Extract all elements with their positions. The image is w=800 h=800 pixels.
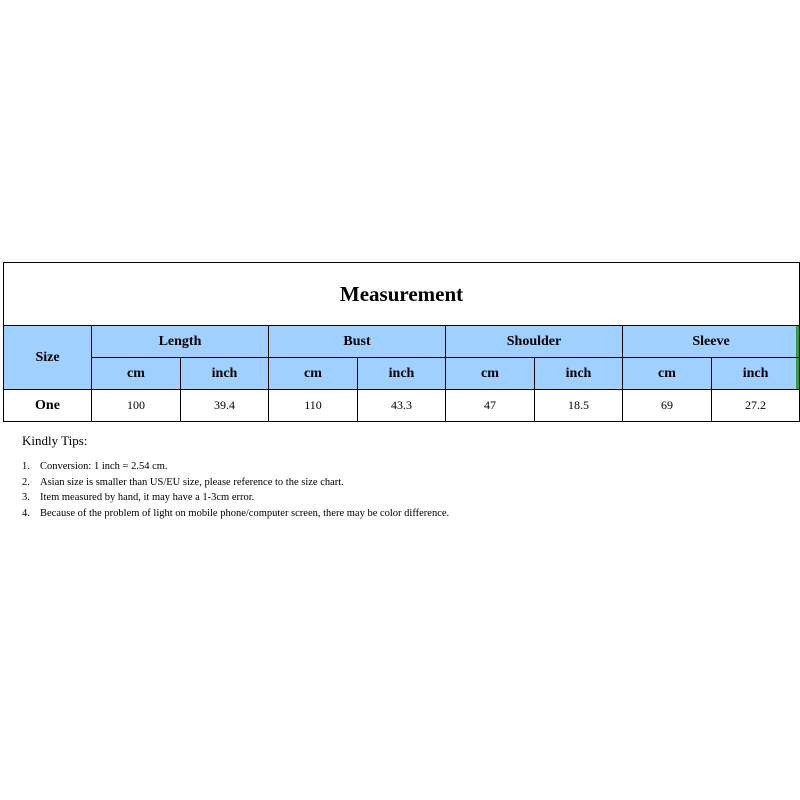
unit-header-bust-cm: cm (269, 358, 358, 390)
chart-title: Measurement (4, 263, 800, 326)
size-column-header: Size (4, 326, 92, 390)
unit-header-bust-inch: inch (358, 358, 446, 390)
length-header: Length (92, 326, 269, 358)
bust-cm-cell: 110 (269, 390, 358, 422)
tip-number: 1. (22, 461, 30, 472)
table-row (4, 390, 800, 422)
size-chart-table (3, 262, 800, 422)
tip-text: Conversion: 1 inch = 2.54 cm. (40, 461, 168, 472)
list-item (22, 475, 462, 491)
length-cm-cell: 100 (92, 390, 181, 422)
sleeve-cm-cell: 69 (623, 390, 712, 422)
bust-inch-cell: 43.3 (358, 390, 446, 422)
bust-header: Bust (269, 326, 446, 358)
unit-header-length-inch: inch (181, 358, 269, 390)
list-item (22, 459, 462, 475)
unit-header-shoulder-cm: cm (446, 358, 535, 390)
tips-heading: Kindly Tips: (22, 433, 88, 448)
tip-text: Item measured by hand, it may have a 1-3cm error. (40, 492, 255, 503)
list-item (22, 506, 462, 522)
unit-header-sleeve-cm: cm (623, 358, 712, 390)
shoulder-cm-cell: 47 (446, 390, 535, 422)
sleeve-inch-cell: 27.2 (712, 390, 800, 422)
tip-text: Asian size is smaller than US/EU size, please reference to the size chart. (40, 476, 344, 488)
sleeve-header: Sleeve (623, 326, 800, 358)
shoulder-header: Shoulder (446, 326, 623, 358)
size-name-cell: One (4, 390, 92, 422)
unit-header-length-cm: cm (92, 358, 181, 390)
unit-header-sleeve-inch: inch (712, 358, 800, 390)
tip-number: 4. (22, 507, 30, 519)
unit-header-shoulder-inch: inch (535, 358, 623, 390)
shoulder-inch-cell: 18.5 (535, 390, 623, 422)
tip-text: Because of the problem of light on mobile phone/computer screen, there may be color difference. (40, 507, 450, 519)
tips-list (22, 459, 462, 521)
tip-number: 2. (22, 476, 30, 488)
length-inch-cell: 39.4 (181, 390, 269, 422)
list-item (22, 490, 462, 506)
kindly-tips (22, 433, 462, 521)
tip-number: 3. (22, 492, 30, 503)
